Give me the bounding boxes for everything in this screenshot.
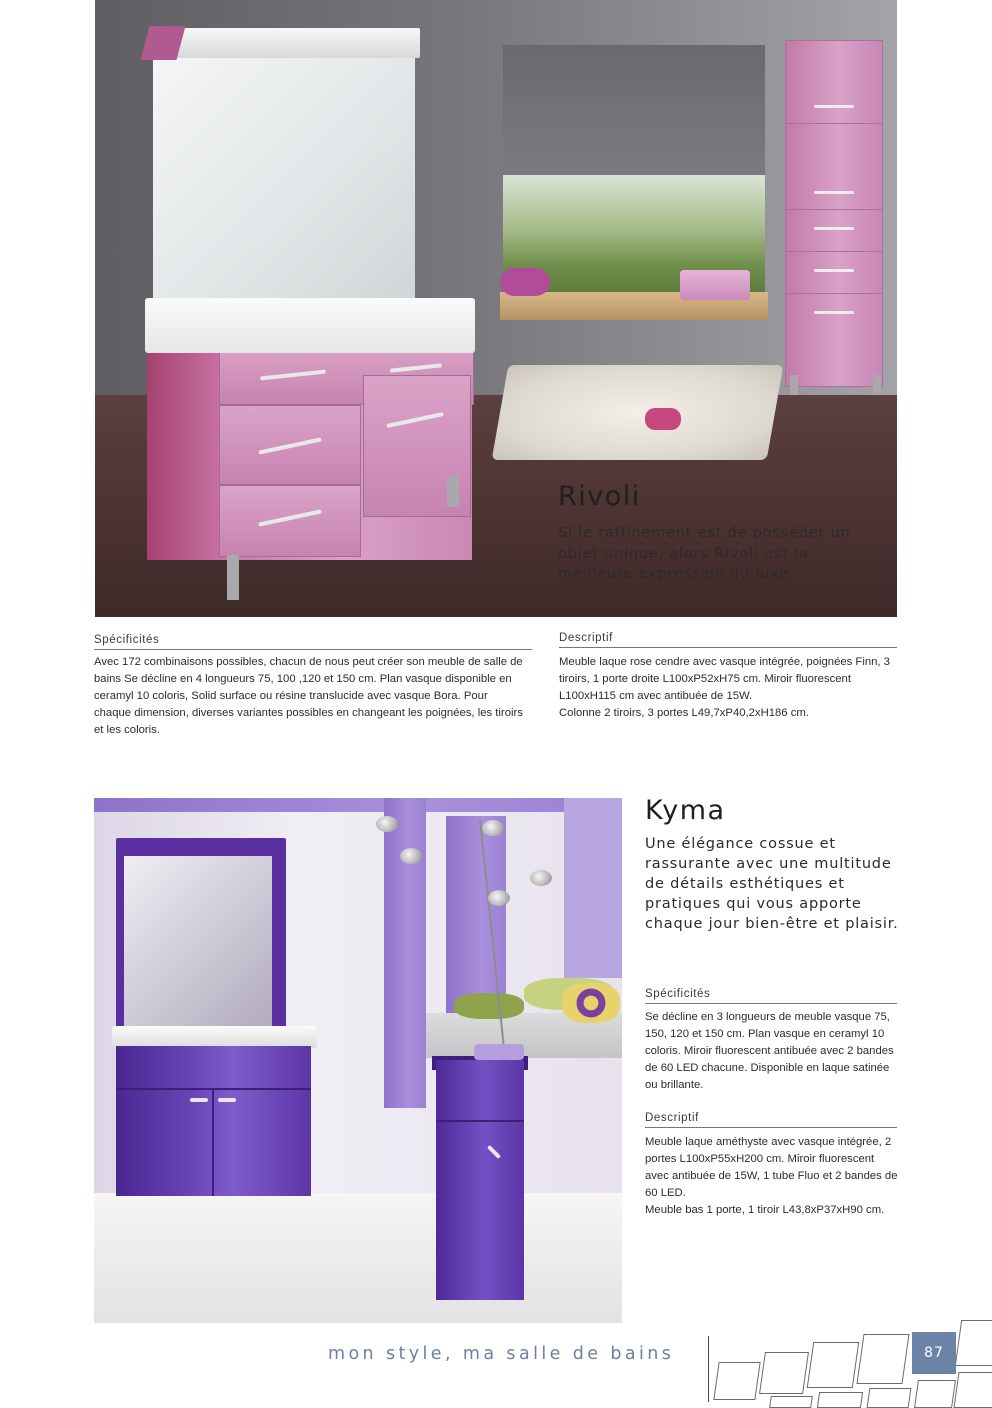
- photo-purple-band: [94, 798, 622, 812]
- photo-handle: [260, 370, 326, 381]
- photo-low-cabinet: [436, 1060, 524, 1300]
- photo-cushion: [562, 983, 620, 1023]
- rivoli-specificites-text: Avec 172 combinaisons possibles, chacun de nous peut créer son meuble de salle de bains Se décline en 4 longueurs 75, 100 ,120 et 150 cm. Plan vasque disponible en ceramyl 10 coloris, Solid surface ou résine translucide avec vasque Bora. Pour chaque dimension, diverses variantes possibles en changeant les poignées, les tiroirs et les coloris.: [94, 656, 523, 736]
- page-number: 87: [912, 1332, 956, 1374]
- photo-handle: [814, 227, 854, 230]
- photo-mirror: [153, 55, 415, 310]
- photo-handle: [190, 1098, 208, 1102]
- photo-cushion: [454, 993, 524, 1019]
- footer-divider: [708, 1336, 709, 1402]
- kyma-specificites-heading: Spécificités: [645, 988, 897, 1004]
- photo-floor: [94, 1193, 622, 1323]
- rivoli-descriptif-paragraph: Colonne 2 tiroirs, 3 portes L49,7xP40,2xH186 cm.: [559, 707, 809, 719]
- kyma-descriptif-paragraph: Meuble bas 1 porte, 1 tiroir L43,8xP37xH90 cm.: [645, 1204, 885, 1216]
- photo-column-cabinet: [785, 40, 883, 387]
- photo-vanity-cabinet: [147, 320, 472, 560]
- tile: [914, 1380, 956, 1408]
- photo-door-line: [212, 1090, 214, 1196]
- photo-drawer-line: [436, 1120, 524, 1122]
- photo-handle: [487, 1145, 501, 1159]
- photo-handle: [258, 437, 321, 454]
- tile: [856, 1334, 909, 1384]
- photo-lamp-head: [488, 890, 510, 906]
- photo-basin: [145, 298, 475, 353]
- tile: [955, 1320, 992, 1366]
- photo-column-divider: [786, 293, 882, 294]
- kyma-descriptif-paragraph: Meuble laque améthyste avec vasque intégrée, 2 portes L100xP55xH200 cm. Miroir fluorescent avec antibuée de 15W, 1 tube Fluo et 2 bandes de 60 LED.: [645, 1136, 898, 1199]
- photo-handle: [386, 412, 444, 428]
- photo-towels: [680, 270, 750, 300]
- photo-mirror-light: [150, 28, 420, 58]
- footer-tagline: mon style, ma salle de bains: [328, 1344, 675, 1364]
- photo-column-divider: [786, 209, 882, 210]
- photo-column-divider: [786, 251, 882, 252]
- photo-slippers: [645, 408, 681, 430]
- photo-pillow: [500, 268, 550, 296]
- tile: [807, 1342, 859, 1388]
- rivoli-descriptif-text: [559, 654, 894, 722]
- tile: [769, 1396, 813, 1408]
- photo-column-divider: [786, 123, 882, 124]
- photo-mirror: [124, 856, 272, 1032]
- photo-leg: [873, 375, 881, 395]
- rivoli-specificites-heading: Spécificités: [94, 634, 532, 650]
- tile: [817, 1392, 863, 1408]
- photo-lamp-head: [376, 816, 398, 832]
- photo-leg: [227, 555, 239, 600]
- tile: [713, 1362, 760, 1400]
- rivoli-lead: Si le raffinement est de posséder un objet unique, alors Rivoli est la meilleure expression du luxe.: [558, 525, 851, 582]
- photo-purple-column: [384, 798, 426, 1108]
- photo-handle: [814, 105, 854, 108]
- photo-drawer: [219, 405, 361, 485]
- photo-lamp-head: [400, 848, 422, 864]
- tile: [867, 1388, 912, 1408]
- photo-lamp-head: [530, 870, 552, 886]
- kyma-descriptif-text: [645, 1134, 900, 1219]
- photo-handle: [814, 269, 854, 272]
- kyma-descriptif-heading: Descriptif: [645, 1112, 897, 1128]
- photo-lamp-head: [482, 820, 504, 836]
- photo-towel: [474, 1044, 524, 1060]
- kyma-title: Kyma: [645, 795, 726, 826]
- kyma-specificites-text: Se décline en 3 longueurs de meuble vasque 75, 150, 120 et 150 cm. Plan vasque en ceramyl 10 coloris. Miroir fluorescent antibuée avec 2 bandes de 60 LED chacune. Disponible en laque satinée ou brillante.: [645, 1011, 894, 1091]
- photo-handle: [814, 311, 854, 314]
- photo-leg: [790, 375, 798, 395]
- photo-rug: [492, 365, 784, 460]
- photo-leg: [447, 475, 459, 507]
- kyma-photo: [94, 798, 622, 1323]
- photo-handle: [814, 191, 854, 194]
- photo-purple-column: [564, 798, 622, 978]
- photo-drawer: [219, 485, 361, 557]
- photo-handle: [258, 509, 321, 526]
- photo-handle: [390, 363, 442, 372]
- photo-window-blind: [503, 45, 765, 175]
- photo-counter: [112, 1026, 317, 1048]
- rivoli-descriptif-heading: Descriptif: [559, 632, 897, 648]
- tile: [759, 1352, 809, 1394]
- rivoli-descriptif-paragraph: Meuble laque rose cendre avec vasque intégrée, poignées Finn, 3 tiroirs, 1 porte droite L100xP52xH75 cm. Miroir fluorescent L100xH115 cm avec antibuée de 15W.: [559, 656, 890, 702]
- photo-handle: [218, 1098, 236, 1102]
- rivoli-title: Rivoli: [558, 481, 641, 512]
- photo-vanity-cabinet: [116, 1046, 311, 1196]
- kyma-lead: Une élégance cossue et rassurante avec une multitude de détails esthétiques et pratiques qui vous apporte chaque jour bien-être et plaisir.: [645, 836, 899, 932]
